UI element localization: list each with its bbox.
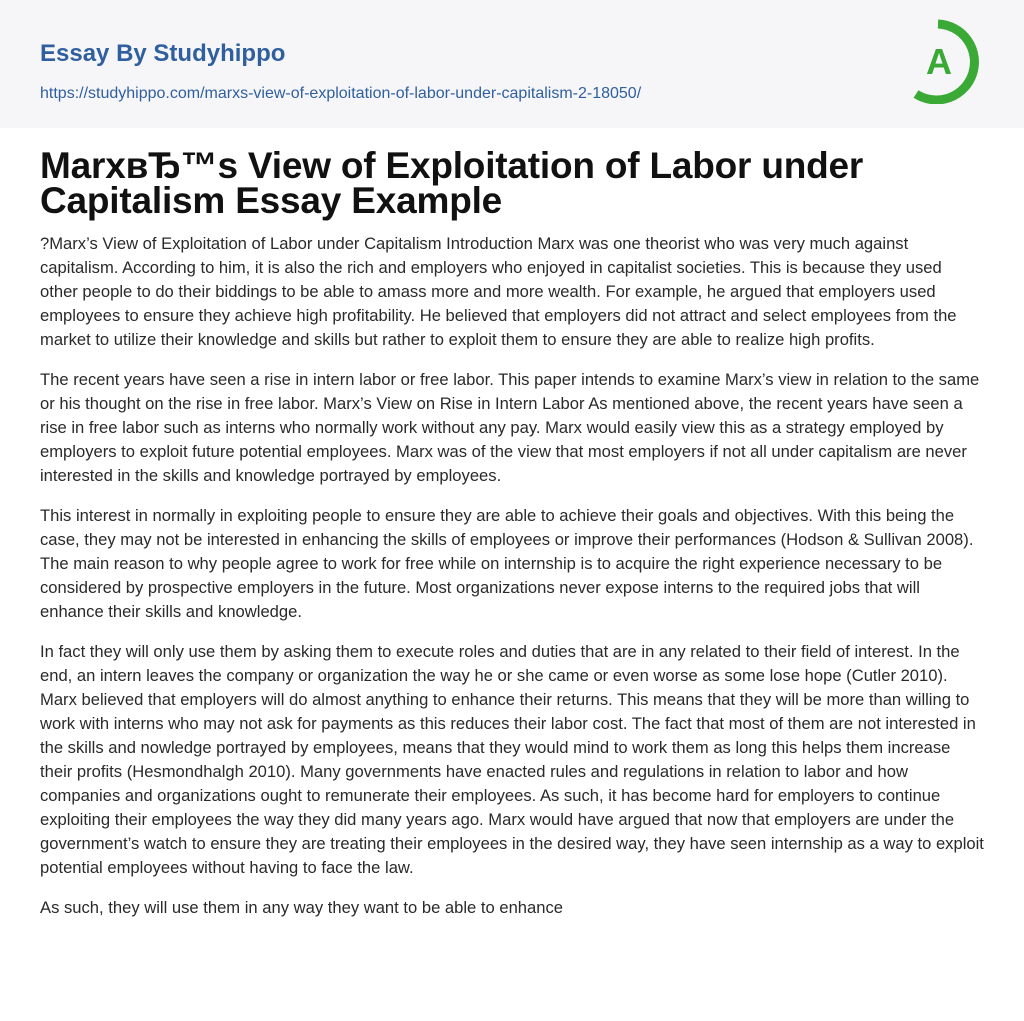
logo-letter: A [926, 41, 952, 82]
essay-paragraph: ?Marx’s View of Exploitation of Labor under Capitalism Introduction Marx was one theorist who was very much against capitalism. According to him, it is also the rich and employers who enjoyed in capitalist societies. This is because they used other people to do their biddings to be able to amass more and more wealth. For example, he argued that employers used employees to ensure they achieve high profitability. He believed that employers did not attract and select employees from the market to utilize their knowledge and skills but rather to exploit them to ensure they are able to realize high profits. [40, 234, 957, 349]
essay-url-link[interactable]: https://studyhippo.com/marxs-view-of-exploitation-of-labor-under-capitalism-2-18050/ [40, 85, 642, 102]
essay-paragraph: The recent years have seen a rise in intern labor or free labor. This paper intends to examine Marx’s view in relation to the same or his thought on the rise in free labor. Marx’s View on Rise in Intern Labor As mentioned above, the recent years have seen a rise in free labor such as interns who normally work without any pay. Marx would easily view this as a strategy employed by employers to exploit future potential employees. Marx was of the view that most employers if not all under capitalism are never interested in the skills and knowledge portrayed by employees. [40, 370, 980, 485]
essay-paragraph: In fact they will only use them by asking them to execute roles and duties that are in any related to their field of interest. In the end, an intern leaves the company or organization the way he or she came or even worse as some lose hope (Cutler 2010). Marx believed that employers will do almost anything to enhance their returns. This means that they will be more than willing to work with interns who may not ask for payments as this reduces their labor cost. The fact that most of them are not interested in the skills and nowledge portrayed by employees, means that they would mind to work them as long this helps them increase their profits (Hesmondhalgh 2010). Many governments have enacted rules and regulations in relation to labor and how companies and organizations ought to remunerate their employees. As such, it has become hard for employers to continue exploiting their employees the way they did many years ago. Marx would have argued that now that employers are under the government’s watch to ensure they are treating their employees in the desired way, they have seen internship as a way to exploit potential employees without having to face the law. [40, 642, 984, 877]
studyhippo-logo-icon[interactable] [912, 18, 986, 104]
site-header [0, 0, 1024, 128]
essay-paragraph: As such, they will use them in any way they want to be able to enhance [40, 898, 564, 917]
essay-title: MarxвЂ™s View of Exploitation of Labor under Capitalism Essay Example [40, 145, 864, 221]
site-brand[interactable]: Essay By Studyhippo [40, 40, 286, 67]
essay-content [0, 145, 1024, 920]
essay-paragraph: This interest in normally in exploiting people to ensure they are able to achieve their goals and objectives. With this being the case, they may not be interested in enhancing the skills of employees or improve their performances (Hodson & Sullivan 2008). The main reason to why people agree to work for free while on internship is to acquire the right experience necessary to be considered by prospective employers in the future. Most organizations never expose interns to the required jobs that will enhance their skills and knowledge. [40, 506, 974, 621]
